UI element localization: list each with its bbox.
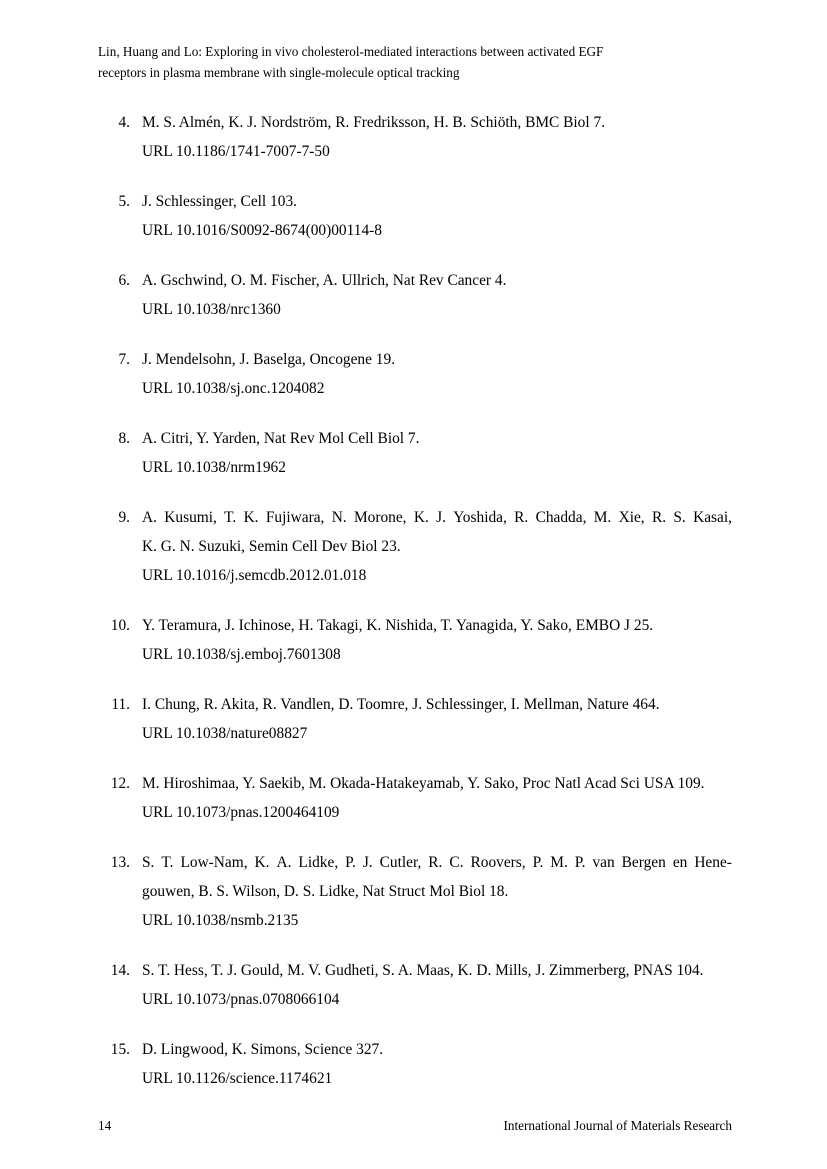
reference-item [98, 424, 732, 482]
reference-body [142, 690, 732, 748]
citation-word: Low-Nam, [180, 854, 248, 871]
reference-number: 13. [110, 854, 130, 871]
citation-word: Bergen [621, 854, 666, 871]
reference-item [98, 108, 732, 166]
reference-number: 14. [110, 962, 130, 979]
citation-word: R. [651, 509, 667, 526]
citation-word: K. [254, 854, 270, 871]
reference-url: URL 10.1038/nrc1360 [142, 301, 281, 318]
reference-body [142, 187, 732, 245]
citation-word: A. [142, 509, 157, 526]
citation-word: Xie, [618, 509, 645, 526]
citation-word: Fujiwara, [265, 509, 325, 526]
citation-word: A. [276, 854, 292, 871]
reference-item [98, 266, 732, 324]
reference-body [142, 956, 732, 1014]
citation-word: Hene- [694, 854, 732, 871]
reference-item [98, 1035, 732, 1093]
reference-body [142, 1035, 732, 1093]
citation-word: K. [243, 509, 259, 526]
citation-word: M. [550, 854, 568, 871]
page-footer [98, 1115, 732, 1137]
citation-word: S. [673, 509, 686, 526]
reference-citation-line: gouwen, B. S. Wilson, D. S. Lidke, Nat Struct Mol Biol 18. [142, 883, 509, 900]
citation-word: N. [331, 509, 347, 526]
citation-word: J. [436, 509, 446, 526]
citation-word: J. [362, 854, 373, 871]
citation-word: Roovers, [470, 854, 526, 871]
reference-body [142, 769, 732, 827]
reference-url: URL 10.1186/1741-7007-7-50 [142, 143, 330, 160]
reference-item [98, 769, 732, 827]
reference-citation-line: K. G. N. Suzuki, Semin Cell Dev Biol 23. [142, 538, 401, 555]
citation-word: Yoshida, [453, 509, 507, 526]
citation-word: R. [514, 509, 529, 526]
reference-number: 6. [118, 272, 130, 289]
footer-journal-name: International Journal of Materials Research [503, 1118, 732, 1133]
reference-url: URL 10.1038/sj.emboj.7601308 [142, 646, 341, 663]
running-head-line-2: receptors in plasma membrane with single-molecule optical tracking [98, 65, 460, 80]
reference-number: 15. [110, 1041, 130, 1058]
citation-word: Cutler, [379, 854, 422, 871]
reference-body [142, 611, 732, 669]
reference-number: 8. [118, 430, 130, 447]
citation-word: T. [224, 509, 237, 526]
reference-url: URL 10.1073/pnas.1200464109 [142, 804, 340, 821]
reference-number: 4. [118, 114, 130, 131]
reference-body [142, 503, 732, 590]
reference-item [98, 503, 732, 590]
reference-number: 10. [110, 617, 130, 634]
running-head [98, 41, 688, 83]
footer-page-number: 14 [98, 1118, 112, 1133]
reference-number: 12. [110, 775, 130, 792]
reference-item [98, 345, 732, 403]
reference-number: 9. [118, 509, 130, 526]
citation-word: R. [428, 854, 443, 871]
reference-url: URL 10.1073/pnas.0708066104 [142, 991, 340, 1008]
reference-item [98, 690, 732, 748]
reference-item [98, 611, 732, 669]
citation-word: Chadda, [535, 509, 587, 526]
citation-word: T. [161, 854, 174, 871]
citation-word: C. [449, 854, 464, 871]
reference-citation-line: A. Citri, Y. Yarden, Nat Rev Mol Cell Biol 7. [142, 430, 420, 447]
reference-number: 5. [118, 193, 130, 210]
reference-body [142, 345, 732, 403]
citation-word: P. [574, 854, 586, 871]
reference-citation-line: M. Hiroshimaa, Y. Saekib, M. Okada-Hatakeyamab, Y. Sako, Proc Natl Acad Sci USA 109. [142, 775, 705, 792]
reference-citation-line: M. S. Almén, K. J. Nordström, R. Fredriksson, H. B. Schiöth, BMC Biol 7. [142, 114, 606, 131]
reference-url: URL 10.1038/nsmb.2135 [142, 912, 299, 929]
reference-body [142, 108, 732, 166]
citation-word: K. [413, 509, 429, 526]
reference-url: URL 10.1016/S0092-8674(00)00114-8 [142, 222, 382, 239]
page-content [98, 0, 732, 1169]
citation-word: S. [142, 854, 155, 871]
reference-list [98, 108, 732, 1093]
reference-url: URL 10.1016/j.semcdb.2012.01.018 [142, 567, 367, 584]
reference-url: URL 10.1038/nrm1962 [142, 459, 286, 476]
citation-word: Kasai, [693, 509, 732, 526]
reference-citation-line [142, 503, 732, 532]
citation-word: Lidke, [298, 854, 339, 871]
reference-item [98, 848, 732, 935]
citation-word: Morone, [353, 509, 407, 526]
reference-citation-line: Y. Teramura, J. Ichinose, H. Takagi, K. Nishida, T. Yanagida, Y. Sako, EMBO J 25. [142, 617, 654, 634]
reference-citation-line: A. Gschwind, O. M. Fischer, A. Ullrich, Nat Rev Cancer 4. [142, 272, 507, 289]
reference-body [142, 424, 732, 482]
reference-citation-line: I. Chung, R. Akita, R. Vandlen, D. Toomre, J. Schlessinger, I. Mellman, Nature 464. [142, 696, 660, 713]
reference-body [142, 266, 732, 324]
reference-body [142, 848, 732, 935]
reference-number: 11. [111, 696, 130, 713]
reference-item [98, 956, 732, 1014]
reference-number: 7. [118, 351, 130, 368]
citation-word: M. [593, 509, 612, 526]
citation-word: Kusumi, [164, 509, 217, 526]
reference-url: URL 10.1126/science.1174621 [142, 1070, 333, 1087]
running-head-line-1: Lin, Huang and Lo: Exploring in vivo cholesterol-mediated interactions between activated EGF [98, 44, 604, 59]
reference-citation-line: D. Lingwood, K. Simons, Science 327. [142, 1041, 384, 1058]
reference-url: URL 10.1038/nature08827 [142, 725, 308, 742]
citation-word: en [672, 854, 688, 871]
reference-citation-line: J. Mendelsohn, J. Baselga, Oncogene 19. [142, 351, 396, 368]
reference-item [98, 187, 732, 245]
reference-url: URL 10.1038/sj.onc.1204082 [142, 380, 325, 397]
reference-citation-line: J. Schlessinger, Cell 103. [142, 193, 297, 210]
citation-word: P. [345, 854, 356, 871]
citation-word: P. [532, 854, 544, 871]
reference-citation-line [142, 848, 732, 877]
reference-citation-line: S. T. Hess, T. J. Gould, M. V. Gudheti, S. A. Maas, K. D. Mills, J. Zimmerberg, PNAS 104. [142, 962, 704, 979]
citation-word: van [592, 854, 615, 871]
